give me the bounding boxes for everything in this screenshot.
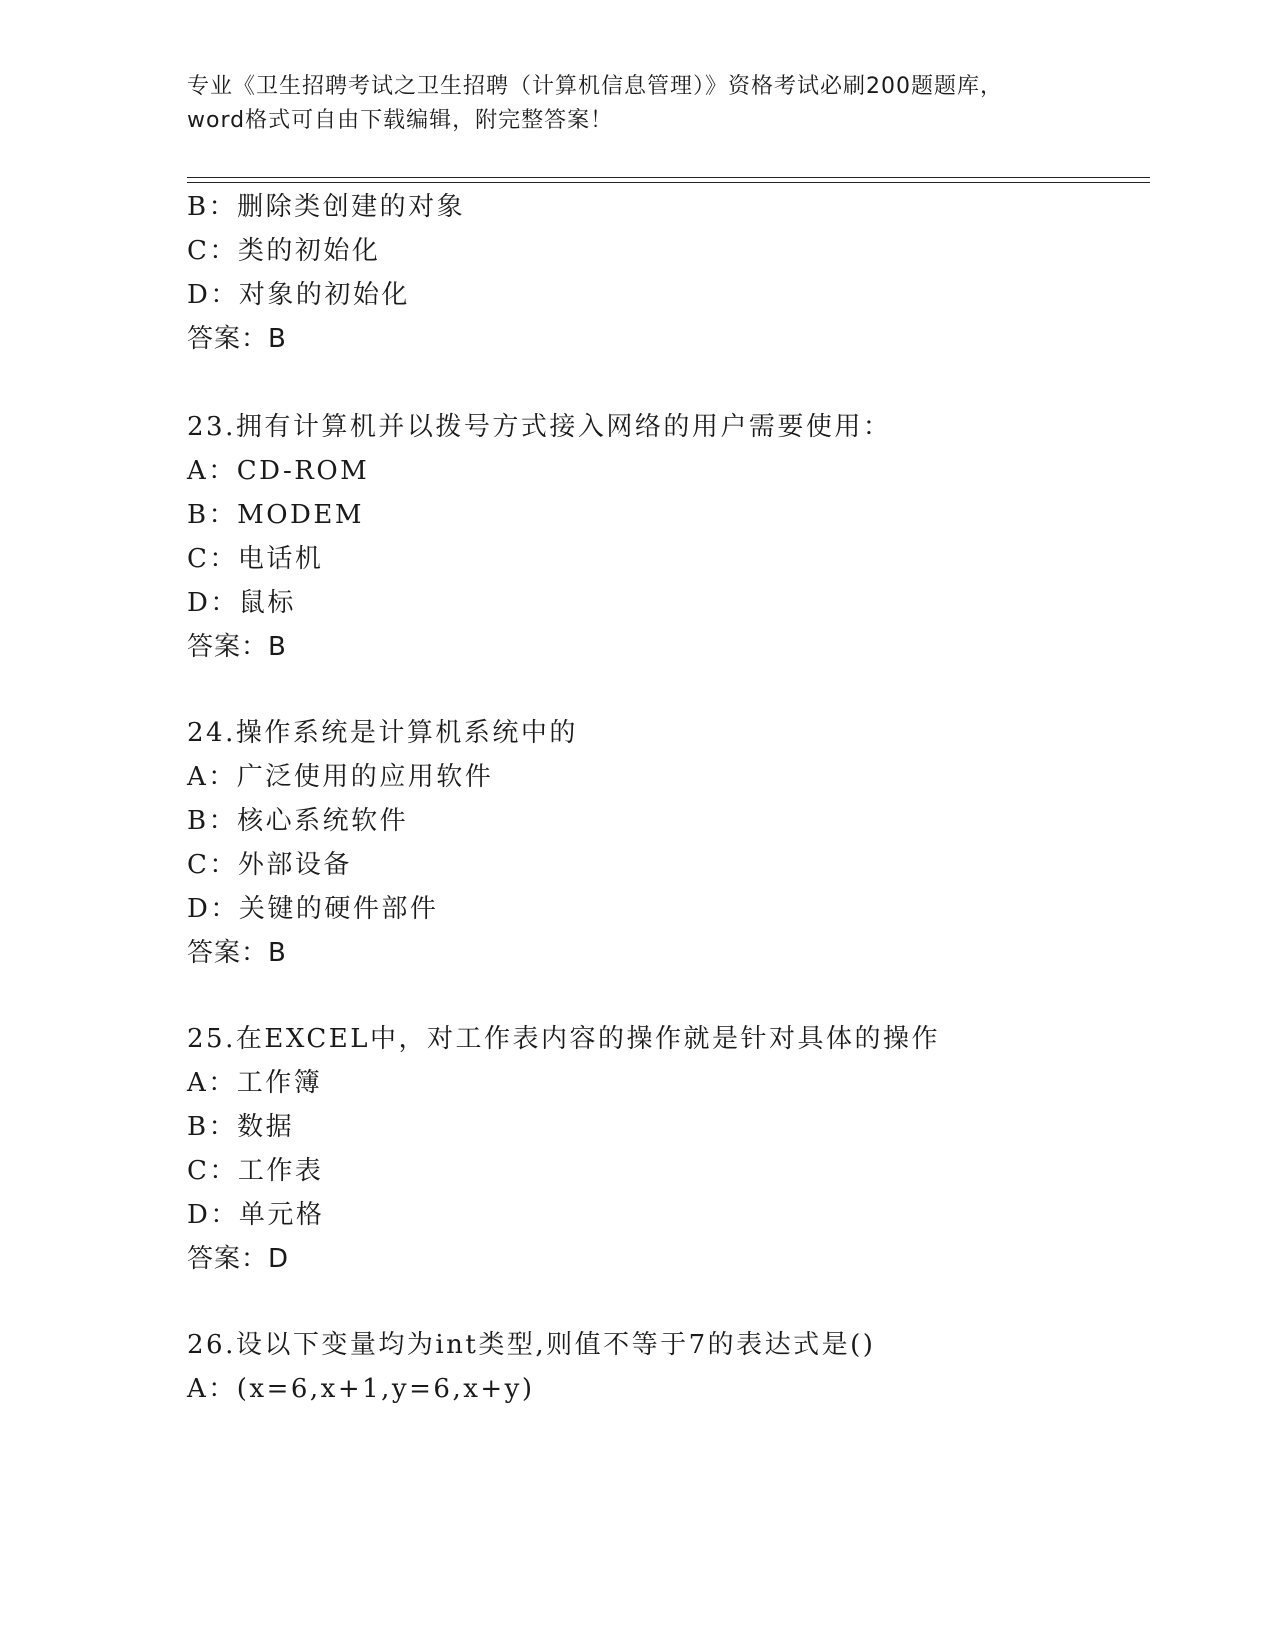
q23-option-d: D：鼠标 xyxy=(187,588,296,618)
q25-option-a: A：工作簿 xyxy=(187,1068,323,1098)
q24-option-a: A：广泛使用的应用软件 xyxy=(187,762,494,792)
q24-answer: 答案：B xyxy=(187,938,287,968)
q25-stem: 25.在EXCEL中，对工作表内容的操作就是针对具体的操作 xyxy=(187,1024,941,1054)
q22-option-d: D：对象的初始化 xyxy=(187,280,410,310)
q24-option-d: D：关键的硬件部件 xyxy=(187,894,439,924)
q23-option-c: C：电话机 xyxy=(187,544,324,574)
q25-option-d: D：单元格 xyxy=(187,1200,325,1230)
q22-option-c: C：类的初始化 xyxy=(187,236,381,266)
header-divider-bottom xyxy=(187,182,1150,183)
q26-option-a: A：(x=6,x+1,y=6,x+y) xyxy=(187,1374,535,1404)
document-header xyxy=(187,70,1087,138)
q23-answer: 答案：B xyxy=(187,632,287,662)
q24-option-b: B：核心系统软件 xyxy=(187,806,409,836)
header-divider-top xyxy=(187,177,1150,178)
q23-option-a: A：CD-ROM xyxy=(187,456,370,486)
header-line-1: 专业《卫生招聘考试之卫生招聘（计算机信息管理）》资格考试必刷200题题库， xyxy=(187,74,1003,99)
q23-stem: 23.拥有计算机并以拨号方式接入网络的用户需要使用： xyxy=(187,412,892,442)
header-line-2: word格式可自由下载编辑，附完整答案！ xyxy=(187,108,614,133)
q26-stem: 26.设以下变量均为int类型,则值不等于7的表达式是() xyxy=(187,1330,876,1360)
q22-answer: 答案：B xyxy=(187,324,287,354)
q22-option-b: B：删除类创建的对象 xyxy=(187,192,466,222)
q25-option-b: B：数据 xyxy=(187,1112,295,1142)
q23-option-b: B：MODEM xyxy=(187,500,364,530)
q24-option-c: C：外部设备 xyxy=(187,850,352,880)
q25-answer: 答案：D xyxy=(187,1244,290,1274)
q25-option-c: C：工作表 xyxy=(187,1156,324,1186)
q24-stem: 24.操作系统是计算机系统中的 xyxy=(187,718,578,748)
